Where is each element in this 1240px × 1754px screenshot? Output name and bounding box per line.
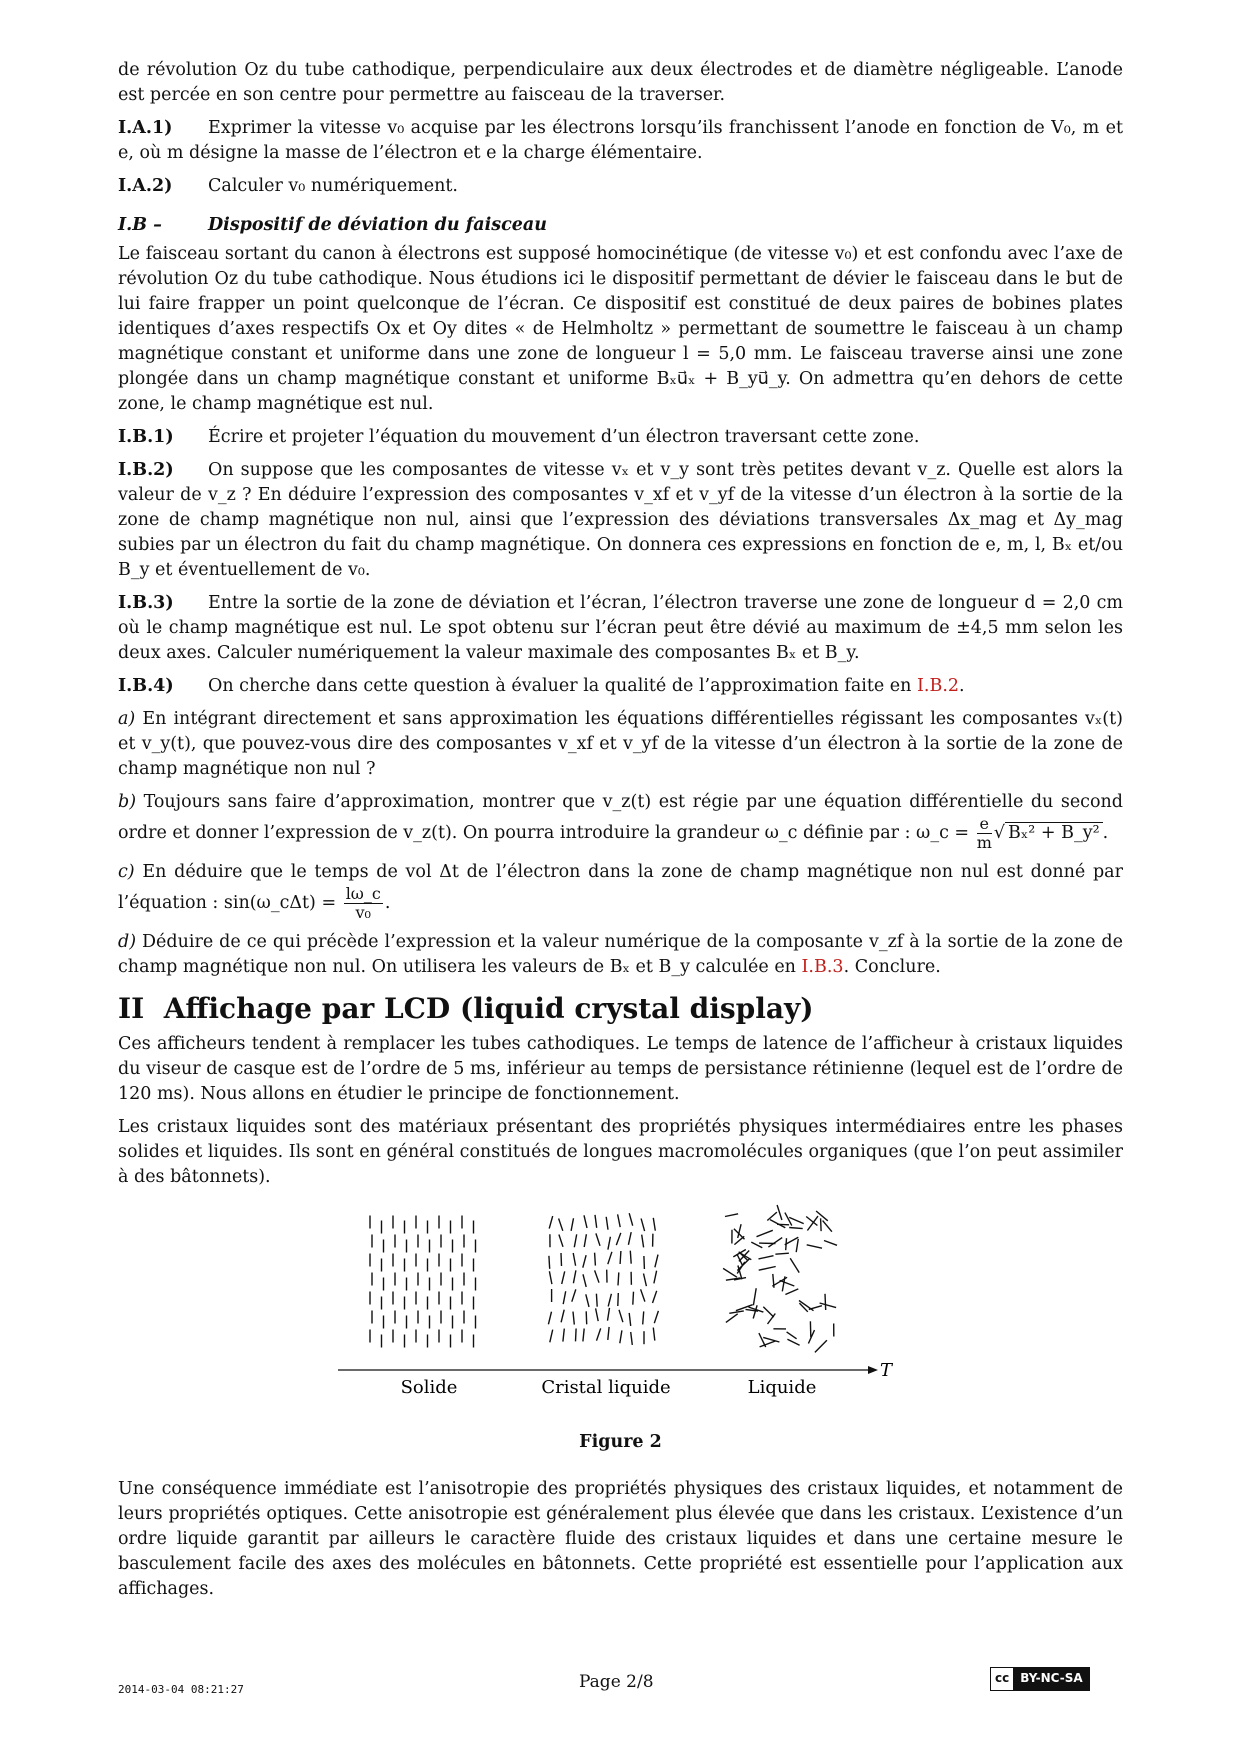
molecule-stick	[725, 1214, 738, 1217]
molecule-stick	[763, 1337, 779, 1342]
molecule-stick	[824, 1241, 837, 1246]
molecule-stick	[786, 1238, 787, 1250]
molecule-stick	[548, 1312, 551, 1325]
molecule-stick	[644, 1256, 645, 1269]
molecule-stick	[759, 1267, 776, 1271]
molecule-stick	[655, 1255, 658, 1268]
solid-molecules	[370, 1216, 476, 1348]
figure-phases	[118, 1200, 1123, 1430]
molecule-stick	[823, 1221, 832, 1232]
II-paragraph-2: Les cristaux liquides sont des matériaux présentant des propriétés physiques intermédiaires entre les phases solides et liquides. Ils sont en général constitués de longues macromolécules organiques (que l’on peut assimiler à des bâtonnets).	[118, 1117, 1123, 1187]
molecule-stick	[549, 1216, 553, 1229]
punctuation: .	[1102, 823, 1109, 843]
molecule-stick	[618, 1293, 619, 1306]
molecule-stick	[630, 1251, 631, 1264]
molecule-stick	[606, 1217, 608, 1230]
molecule-stick	[787, 1339, 799, 1345]
molecule-stick	[573, 1312, 574, 1325]
molecule-stick	[757, 1230, 773, 1236]
intro-paragraph: de révolution Oz du tube cathodique, perpendiculaire aux deux électrodes et de diamètre négligeable. L’anode est percée en son centre pour permettre au faisceau de la traverser.	[118, 60, 1123, 105]
molecule-stick	[643, 1311, 644, 1324]
cc-logo: cc	[991, 1668, 1014, 1690]
item-text: Déduire de ce qui précède l’expression et la valeur numérique de la composante v_zf à la sortie de la zone de champ magnétique non nul. On utilisera les valeurs de Bₓ et B_y calculée en	[118, 932, 1123, 977]
cross-reference-link[interactable]: I.B.2	[917, 676, 960, 696]
molecule-stick	[759, 1256, 774, 1259]
question-IA2	[118, 174, 1123, 199]
molecule-stick	[767, 1212, 777, 1220]
molecule-stick	[576, 1329, 577, 1342]
fraction	[344, 885, 383, 922]
footer-date: 2014-03-04 08:21:27	[118, 1683, 244, 1696]
molecule-stick	[723, 1268, 737, 1277]
molecule-stick	[586, 1294, 589, 1307]
molecule-stick	[561, 1253, 562, 1266]
page-content	[118, 58, 1123, 1610]
molecule-stick	[596, 1233, 600, 1245]
molecule-stick	[777, 1205, 782, 1220]
figure-caption: Figure 2	[579, 1432, 662, 1452]
molecule-stick	[753, 1305, 757, 1318]
question-IB4	[118, 674, 1123, 699]
item-b	[118, 790, 1123, 852]
molecule-stick	[583, 1329, 584, 1342]
molecule-stick	[816, 1211, 828, 1221]
molecule-stick	[608, 1294, 611, 1307]
molecule-stick	[820, 1303, 837, 1308]
label-liquide: Liquide	[747, 1377, 817, 1398]
molecule-stick	[653, 1291, 657, 1303]
question-text: Écrire et projeter l’équation du mouvement d’un électron traversant cette zone.	[208, 427, 920, 447]
molecule-stick	[641, 1219, 645, 1232]
section-number: II	[118, 992, 145, 1025]
II-paragraph-1: Ces afficheurs tendent à remplacer les tubes cathodiques. Le temps de latence de l’afficheur à cristaux liquides du viseur de casque est de l’ordre de 5 ms, inférieur au temps de persistance rétinienne (lequel est de l’ordre de 120 ms). Nous allons en étudier le principe de fonctionnement.	[118, 1034, 1123, 1104]
molecule-stick	[760, 1341, 776, 1347]
molecule-stick	[619, 1310, 623, 1322]
question-label: I.A.2)	[118, 176, 173, 196]
liquid-crystal-molecules	[548, 1213, 658, 1345]
question-text: On cherche dans cette question à évaluer la qualité de l’approximation faite en	[208, 676, 917, 696]
question-label: I.B.2)	[118, 460, 174, 480]
molecule-stick	[653, 1218, 655, 1231]
molecule-stick	[654, 1311, 658, 1323]
item-label: a)	[118, 709, 136, 729]
liquid-molecules	[723, 1205, 837, 1352]
punctuation: .	[384, 893, 391, 913]
molecule-stick	[633, 1292, 634, 1305]
molecule-stick	[550, 1330, 553, 1343]
molecule-stick	[584, 1234, 586, 1247]
license-badge[interactable]	[990, 1667, 1090, 1691]
molecule-stick	[618, 1272, 619, 1285]
molecule-stick	[561, 1310, 564, 1323]
question-text: Entre la sortie de la zone de déviation et l’écran, l’électron traverse une zone de longueur d = 2,0 cm où le champ magnétique est nul. Le spot obtenu sur l’écran peut être dévié au maximum de ±4,5 mm selon les deux axes. Calculer numériquement la valeur maximale des composantes Bₓ et B_y.	[118, 593, 1123, 663]
molecule-stick	[789, 1217, 804, 1223]
question-label: I.A.1)	[118, 118, 173, 138]
question-label: I.B.3)	[118, 593, 174, 613]
molecule-stick	[573, 1270, 576, 1283]
item-text: Toujours sans faire d’approximation, montrer que v_z(t) est régie par une équation différentielle du second ordre et donner l’expression de v_z(t). On pourra introduire la grandeur ω_c définie par : ω_c =	[118, 792, 1123, 843]
question-IB1	[118, 425, 1123, 450]
molecule-stick	[608, 1327, 609, 1340]
molecule-stick	[641, 1289, 645, 1301]
question-IB2	[118, 458, 1123, 583]
molecule-stick	[595, 1270, 599, 1282]
molecule-stick	[595, 1215, 597, 1228]
molecule-stick	[562, 1271, 565, 1284]
molecule-stick	[597, 1328, 601, 1340]
item-label: c)	[118, 862, 135, 882]
molecule-stick	[584, 1215, 587, 1228]
fraction	[977, 815, 992, 852]
axis-label-T: T	[880, 1360, 893, 1381]
molecule-stick	[549, 1256, 550, 1269]
question-text: Calculer v₀ numériquement.	[208, 176, 458, 196]
phase-diagram	[118, 1200, 1123, 1430]
molecule-stick	[775, 1253, 789, 1254]
molecule-stick	[608, 1308, 610, 1321]
fraction-denominator: m	[976, 833, 992, 852]
molecule-stick	[631, 1332, 633, 1345]
axis-arrowhead	[868, 1366, 878, 1374]
molecule-stick	[785, 1213, 792, 1226]
item-a	[118, 707, 1123, 782]
molecule-stick	[825, 1294, 826, 1310]
fraction-numerator: lω_c	[345, 884, 381, 903]
item-d	[118, 930, 1123, 980]
molecule-stick	[629, 1213, 633, 1226]
question-IA1	[118, 116, 1123, 166]
item-text: En intégrant directement et sans approximation les équations différentielles régissant les composantes vₓ(t) et v_y(t), que pouvez-vous dire des composantes v_xf et v_yf de la vitesse d’un électron à la sortie de la zone de champ magnétique non nul ?	[118, 709, 1123, 779]
molecule-stick	[777, 1224, 789, 1225]
molecule-stick	[815, 1340, 827, 1352]
subsection-label: I.B –	[118, 215, 162, 235]
molecule-stick	[653, 1328, 655, 1341]
molecule-stick	[763, 1307, 774, 1317]
molecule-stick	[821, 1218, 822, 1231]
section-title: Affichage par LCD (liquid crystal display)	[163, 992, 814, 1025]
molecule-stick	[726, 1314, 738, 1323]
molecule-stick	[790, 1258, 799, 1272]
molecule-stick	[654, 1271, 657, 1284]
item-label: d)	[118, 932, 137, 952]
license-text: BY-NC-SA	[1014, 1668, 1088, 1690]
molecule-stick	[608, 1252, 612, 1264]
question-text: On suppose que les composantes de vitesse vₓ et v_y sont très petites devant v_z. Quelle est alors la valeur de v_z ? En déduire l’expression des composantes v_xf et v_yf de la vitesse d’un électron à la sortie de la zone de champ magnétique non nul, ainsi que l’expression des déviations transversales Δx_mag et Δy_mag subies par un électron du fait du champ magnétique. On donnera ces expressions en fonction de e, m, l, Bₓ et/ou B_y et éventuellement de v₀.	[118, 460, 1123, 580]
item-text: En déduire que le temps de vol Δt de l’électron dans la zone de champ magnétique non nul est donné par l’équation : sin(ω_cΔt) =	[118, 862, 1123, 913]
molecule-stick	[628, 1232, 631, 1245]
subsection-title: Dispositif de déviation du faisceau	[208, 215, 547, 235]
section-heading-II	[118, 992, 1123, 1026]
cross-reference-link[interactable]: I.B.3	[801, 957, 844, 977]
molecule-stick	[642, 1235, 644, 1248]
molecule-stick	[644, 1274, 647, 1287]
item-label: b)	[118, 792, 137, 812]
molecule-stick	[787, 1332, 797, 1339]
molecule-stick	[759, 1333, 766, 1347]
molecule-stick	[729, 1311, 744, 1313]
subsection-heading-IB	[118, 213, 1123, 238]
molecule-stick	[572, 1289, 576, 1301]
molecule-stick	[586, 1311, 587, 1324]
fraction-denominator: v₀	[355, 903, 371, 922]
label-cristal-liquide: Cristal liquide	[541, 1377, 671, 1398]
II-paragraph-3: Une conséquence immédiate est l’anisotropie des propriétés physiques des cristaux liquides, et notamment de leurs propriétés optiques. Cette anisotropie est généralement plus élevée que dans les cristaux. L’existence d’un ordre liquide garantit par ailleurs le caractère fluide des cristaux liquides et dans une certaine mesure le basculement facile des axes des molécules en bâtonnets. Cette propriété est essentielle pour l’application aux affichages.	[118, 1479, 1123, 1599]
question-label: I.B.1)	[118, 427, 174, 447]
molecule-stick	[559, 1219, 563, 1231]
sqrt-sign: √	[993, 823, 1006, 843]
molecule-stick	[753, 1288, 756, 1305]
fraction-numerator: e	[977, 815, 992, 834]
molecule-stick	[789, 1228, 803, 1229]
molecule-stick	[559, 1235, 563, 1247]
molecule-stick	[620, 1330, 622, 1343]
question-label: I.B.4)	[118, 676, 174, 696]
molecule-stick	[596, 1294, 597, 1307]
molecule-stick	[620, 1251, 621, 1264]
IB-intro-paragraph: Le faisceau sortant du canon à électrons est supposé homocinétique (de vitesse v₀) et est confondu avec l’axe de révolution Oz du tube cathodique. Nous étudions ici le dispositif permettant de dévier le faisceau dans le but de lui faire frapper un point quelconque de l’écran. Ce dispositif est constitué de deux paires de bobines plates identiques d’axes respectifs Ox et Oy dites « de Helmholtz » permettant de soumettre le faisceau à un champ magnétique constant et uniforme dans une zone de longueur l = 5,0 mm. Le faisceau traverse ainsi une zone plongée dans un champ magnétique constant et uniforme Bₓu⃗ₓ + B_yu⃗_y. On admettra qu’en dehors de cette zone, le champ magnétique est nul.	[118, 244, 1123, 414]
molecule-stick	[571, 1218, 573, 1231]
molecule-stick	[563, 1291, 566, 1304]
molecule-stick	[616, 1233, 621, 1245]
molecule-stick	[583, 1255, 586, 1268]
label-solide: Solide	[400, 1377, 458, 1398]
molecule-stick	[596, 1308, 599, 1321]
question-text: Exprimer la vitesse v₀ acquise par les électrons lorsqu’ils franchissent l’anode en fonction de V₀, m et e, où m désigne la masse de l’électron et e la charge élémentaire.	[118, 118, 1123, 163]
question-IB3	[118, 591, 1123, 666]
molecule-stick	[796, 1239, 798, 1252]
molecule-stick	[618, 1214, 621, 1227]
page-number: Page 2/8	[579, 1672, 654, 1692]
molecule-stick	[608, 1237, 611, 1250]
punctuation: .	[959, 676, 965, 696]
molecule-stick	[629, 1313, 631, 1326]
sqrt-argument: Bₓ² + B_y²	[1005, 822, 1103, 843]
molecule-stick	[595, 1253, 596, 1266]
molecule-stick	[734, 1236, 744, 1244]
molecule-stick	[549, 1271, 552, 1284]
molecule-stick	[583, 1274, 586, 1287]
molecule-stick	[573, 1253, 575, 1266]
item-c	[118, 860, 1123, 922]
molecule-stick	[785, 1289, 798, 1295]
molecule-stick	[574, 1234, 576, 1247]
molecule-stick	[563, 1329, 564, 1342]
punctuation: . Conclure.	[843, 957, 941, 977]
molecule-stick	[768, 1238, 782, 1248]
molecule-stick	[807, 1245, 822, 1248]
